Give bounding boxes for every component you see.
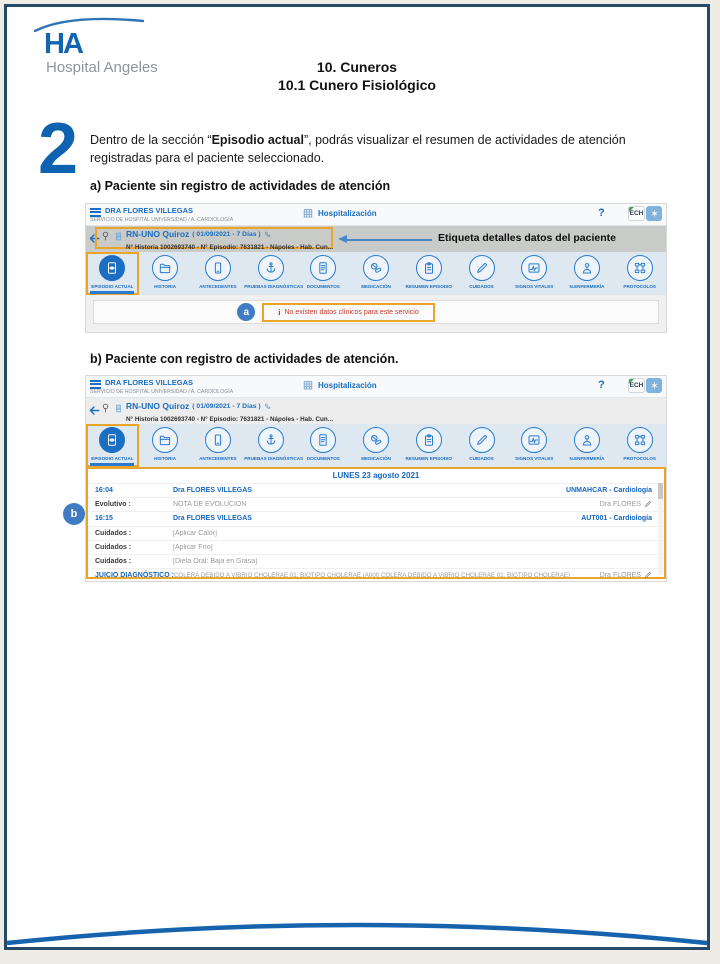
cuidados-icon	[469, 427, 495, 453]
toolbar-item-documentos[interactable]: DOCUMENTOS	[297, 252, 350, 295]
footer-swoosh	[7, 889, 707, 947]
step-number: 2	[38, 109, 79, 189]
section-toolbar	[86, 424, 666, 467]
ech-logo-text: ECH	[628, 378, 645, 393]
brand-name: Hospital Angeles	[46, 59, 158, 76]
table-row: Evolutivo : NOTA DE EVOLUCION Dra FLORES	[88, 497, 664, 511]
patient-details: N° Historia 1002693740 - N° Episodio: 7631821 - Nápoles - Hab. Cun...	[126, 244, 333, 251]
enfermeria-icon	[574, 255, 600, 281]
patient-pin-icon	[100, 400, 111, 421]
building-icon	[302, 207, 314, 219]
toolbar-item-documentos[interactable]: DOCUMENTOS	[297, 424, 350, 467]
documentos-icon	[310, 255, 336, 281]
module-hospitalizacion: Hospitalización	[302, 379, 377, 391]
toolbar-item-episodio-actual[interactable]: EPISODIO ACTUAL	[86, 252, 139, 295]
badge-b: b	[63, 503, 85, 525]
toolbar-item-signos-vitales[interactable]: SIGNOS VITALES	[508, 252, 561, 295]
signos-vitales-icon	[521, 427, 547, 453]
badge-a: a	[237, 303, 255, 321]
annotation-arrow-line	[346, 239, 432, 241]
toolbar-item-cuidados[interactable]: CUIDADOS	[455, 252, 508, 295]
toolbar-item-historia[interactable]: HISTORIA	[139, 252, 192, 295]
user-name: DRA FLORES VILLEGAS	[105, 206, 194, 215]
help-button[interactable]: ?	[598, 379, 605, 391]
ech-logo-text: ECH	[628, 206, 645, 221]
patient-bar	[86, 226, 666, 252]
app-header-bar	[86, 376, 666, 398]
toolbar-item-enfermeria[interactable]: N.ENFERMERÍA	[561, 424, 614, 467]
empty-state-row	[93, 300, 659, 324]
episodio-actual-icon	[99, 427, 125, 453]
episode-activity-table	[86, 467, 666, 579]
user-service: SERVICIO DE HOSPITAL UNIVERSIDAD / A. CARDIOLOGÍA	[90, 388, 234, 395]
medicacion-icon	[363, 255, 389, 281]
bold-episodio-actual: Episodio actual	[211, 133, 304, 147]
toolbar-item-pruebas-diagnosticas[interactable]: PRUEBAS DIAGNÓSTICAS	[244, 252, 297, 295]
antecedentes-icon	[205, 255, 231, 281]
table-row: 16:04 Dra FLORES VILLEGAS UNMAHCAR - Cardiología	[88, 483, 664, 497]
protocolos-icon	[627, 427, 653, 453]
item-a-heading: a) Paciente sin registro de actividades de atención	[90, 179, 391, 193]
title-line-2: 10.1 Cunero Fisiológico	[278, 77, 436, 93]
table-date-header: LUNES 23 agosto 2021	[332, 471, 420, 480]
patient-pin-icon	[100, 228, 111, 249]
signos-vitales-icon	[521, 255, 547, 281]
table-scrollbar[interactable]	[658, 483, 663, 575]
patient-details: N° Historia 1002693740 - N° Episodio: 7631821 - Nápoles - Hab. Cun...	[126, 416, 333, 423]
enfermeria-icon	[574, 427, 600, 453]
patient-bar	[86, 398, 666, 424]
toolbar-item-medicacion[interactable]: MEDICACIÓN	[350, 252, 403, 295]
toolbar-item-cuidados[interactable]: CUIDADOS	[455, 424, 508, 467]
user-name: DRA FLORES VILLEGAS	[105, 378, 194, 387]
item-b-heading: b) Paciente con registro de actividades de atención.	[90, 352, 399, 366]
toolbar-item-medicacion[interactable]: MEDICACIÓN	[350, 424, 403, 467]
pruebas-diagnosticas-icon	[258, 255, 284, 281]
module-hospitalizacion: Hospitalización	[302, 207, 377, 219]
patient-name: RN-UNO Quiroz	[126, 401, 190, 411]
phone-icon[interactable]	[264, 397, 271, 415]
patient-stay-info: ( 01/09/2021 - 7 Días )	[192, 402, 261, 410]
toolbar-item-resumen-episodio[interactable]: RESUMEN EPISODIO	[402, 424, 455, 467]
section-toolbar	[86, 252, 666, 295]
toolbar-item-episodio-actual[interactable]: EPISODIO ACTUAL	[86, 424, 139, 467]
table-row: Cuidados : [Aplicar Calor]	[88, 526, 664, 540]
patient-details-box[interactable]	[95, 227, 333, 249]
screenshot-b	[85, 375, 667, 582]
ech-logo	[628, 206, 662, 221]
table-row: Cuidados : [Aplicar Frío]	[88, 540, 664, 554]
phone-icon[interactable]	[264, 225, 271, 243]
title-line-1: 10. Cuneros	[316, 59, 398, 75]
episodio-actual-icon	[99, 255, 125, 281]
selected-indicator	[90, 291, 134, 294]
patient-details-box[interactable]	[95, 399, 333, 421]
empty-message-box	[262, 303, 434, 322]
toolbar-item-signos-vitales[interactable]: SIGNOS VITALES	[508, 424, 561, 467]
pruebas-diagnosticas-icon	[258, 427, 284, 453]
edit-pencil-icon[interactable]	[644, 500, 652, 510]
historia-icon	[152, 255, 178, 281]
atom-icon	[646, 206, 662, 221]
toolbar-item-enfermeria[interactable]: N.ENFERMERÍA	[561, 252, 614, 295]
info-icon: i	[278, 307, 281, 317]
toolbar-item-protocolos[interactable]: PROTOCOLOS	[613, 252, 666, 295]
resumen-episodio-icon	[416, 255, 442, 281]
document-page	[4, 4, 710, 950]
hospital-angeles-logo: HA	[44, 28, 82, 60]
historia-icon	[152, 427, 178, 453]
toolbar-item-antecedentes[interactable]: ANTECEDENTES	[191, 424, 244, 467]
empty-message: No existen datos clínicos para este servicio	[284, 308, 419, 316]
table-row: 16:15 Dra FLORES VILLEGAS AUT001 - Cardiología	[88, 511, 664, 525]
resumen-episodio-icon	[416, 427, 442, 453]
toolbar-item-resumen-episodio[interactable]: RESUMEN EPISODIO	[402, 252, 455, 295]
toolbar-item-pruebas-diagnosticas[interactable]: PRUEBAS DIAGNÓSTICAS	[244, 424, 297, 467]
medicacion-icon	[363, 427, 389, 453]
patient-stay-info: ( 01/09/2021 - 7 Días )	[192, 230, 261, 238]
building-icon	[302, 379, 314, 391]
selected-indicator	[90, 463, 134, 466]
app-header-bar	[86, 204, 666, 226]
table-row: JUICIO DIAGNÓSTICO : CÓLERA DEBIDO A VIBRIO CHOLERAE 01, BIOTIPO CHOLERAE (A000 CÓLERA DEBIDO A VIBRIO CHOLERAE 01, BIOTIPO CHOLERAE) Dra FLORES	[88, 568, 664, 582]
ech-logo	[628, 378, 662, 393]
screenshot-a	[85, 203, 667, 333]
step-description: Dentro de la sección “Episodio actual”, podrás visualizar el resumen de actividades de atención registradas para el paciente seleccionado.	[90, 133, 626, 165]
patient-name: RN-UNO Quiroz	[126, 229, 190, 239]
toolbar-item-antecedentes[interactable]: ANTECEDENTES	[191, 252, 244, 295]
help-button[interactable]: ?	[598, 207, 605, 219]
scrollbar-thumb[interactable]	[658, 483, 663, 499]
antecedentes-icon	[205, 427, 231, 453]
documentos-icon	[310, 427, 336, 453]
atom-icon	[646, 378, 662, 393]
page-title	[7, 58, 707, 94]
user-service: SERVICIO DE HOSPITAL UNIVERSIDAD / A. CARDIOLOGÍA	[90, 216, 234, 223]
edit-pencil-icon[interactable]	[644, 571, 652, 581]
annotation-label: Etiqueta detalles datos del paciente	[438, 232, 616, 244]
cuidados-icon	[469, 255, 495, 281]
protocolos-icon	[627, 255, 653, 281]
table-row: Cuidados : [Dieta Oral: Baja en Grasa]	[88, 554, 664, 568]
patient-record-icon[interactable]	[114, 401, 123, 419]
toolbar-item-protocolos[interactable]: PROTOCOLOS	[613, 424, 666, 467]
patient-record-icon[interactable]	[114, 229, 123, 247]
toolbar-item-historia[interactable]: HISTORIA	[139, 424, 192, 467]
empty-content-area	[86, 295, 666, 332]
